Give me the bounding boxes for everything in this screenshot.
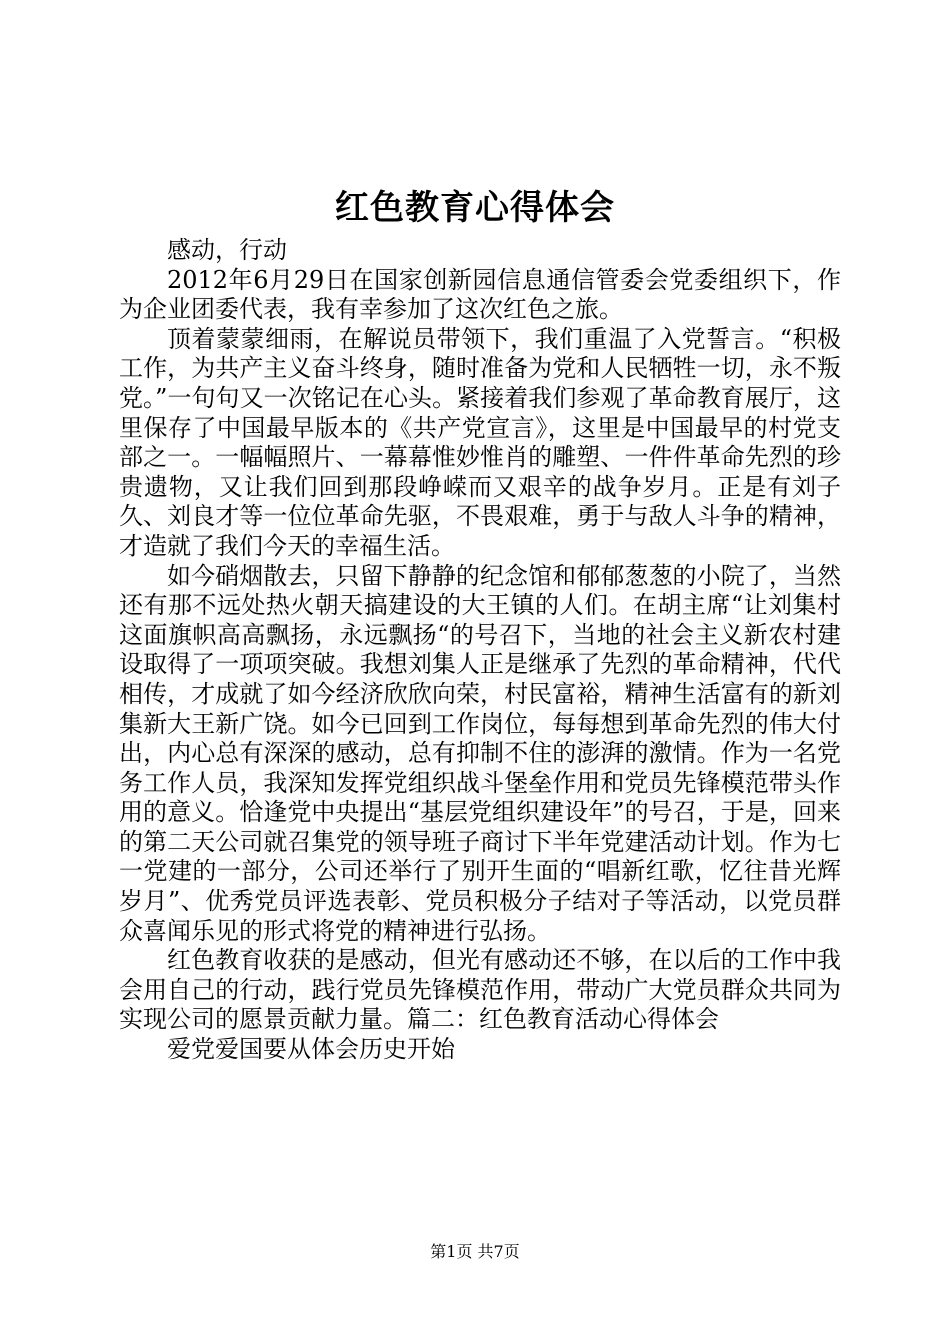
paragraph-conclusion: 红色教育收获的是感动，但光有感动还不够，在以后的工作中我会用自己的行动，践行党员先锋模范作用，带动广大党员群众共同为实现公司的愿景贡献力量。篇二：红色教育活动心得体会 [119,946,841,1034]
document-title: 红色教育心得体会 [335,188,615,228]
paragraph-oath: 顶着蒙蒙细雨，在解说员带领下，我们重温了入党誓言。“积极工作，为共产主义奋斗终身，随时准备为党和人民牺牲一切，永不叛党。”一句句又一次铭记在心头。紧接着我们参观了革命教育展厅，这里保存了中国最早版本的《共产党宣言》，这里是中国最早的村党支部之一。一幅幅照片、一幕幕惟妙惟肖的雕塑、一件件革命先烈的珍贵遗物，又让我们回到那段峥嵘而又艰辛的战争岁月。正是有刘子久、刘良才等一位位革命先驱，不畏艰难，勇于与敌人斗争的精神，才造就了我们今天的幸福生活。 [119,324,841,560]
paragraph-today: 如今硝烟散去，只留下静静的纪念馆和郁郁葱葱的小院了，当然还有那不远处热火朝天搞建设的大王镇的人们。在胡主席“让刘集村这面旗帜高高飘扬，永远飘扬“的号召下，当地的社会主义新农村建设取得了一项项突破。我想刘集人正是继承了先烈的革命精神，代代相传，才成就了如今经济欣欣向荣，村民富裕，精神生活富有的新刘集新大王新广饶。如今已回到工作岗位，每每想到革命先烈的伟大付出，内心总有深深的感动，总有抑制不住的澎湃的激情。作为一名党务工作人员，我深知发挥党组织战斗堡垒作用和党员先锋模范带头作用的意义。恰逢党中央提出“基层党组织建设年”的号召，于是，回来的第二天公司就召集党的领导班子商讨下半年党建活动计划。作为七一党建的一部分，公司还举行了别开生面的“唱新红歌，忆往昔光辉岁月”、优秀党员评选表彰、党员积极分子结对子等活动，以党员群众喜闻乐见的形式将党的精神进行弘扬。 [119,561,841,945]
paragraph-next-section: 爱党爱国要从体会历史开始 [167,1035,455,1064]
document-body [119,236,841,1065]
page-footer: 第1页 共7页 [430,1242,520,1261]
paragraph-subtitle: 感动，行动 [167,236,287,264]
paragraph-intro: 2012年6月29日在国家创新园信息通信管委会党委组织下，作为企业团委代表，我有幸参加了这次红色之旅。 [119,265,841,324]
